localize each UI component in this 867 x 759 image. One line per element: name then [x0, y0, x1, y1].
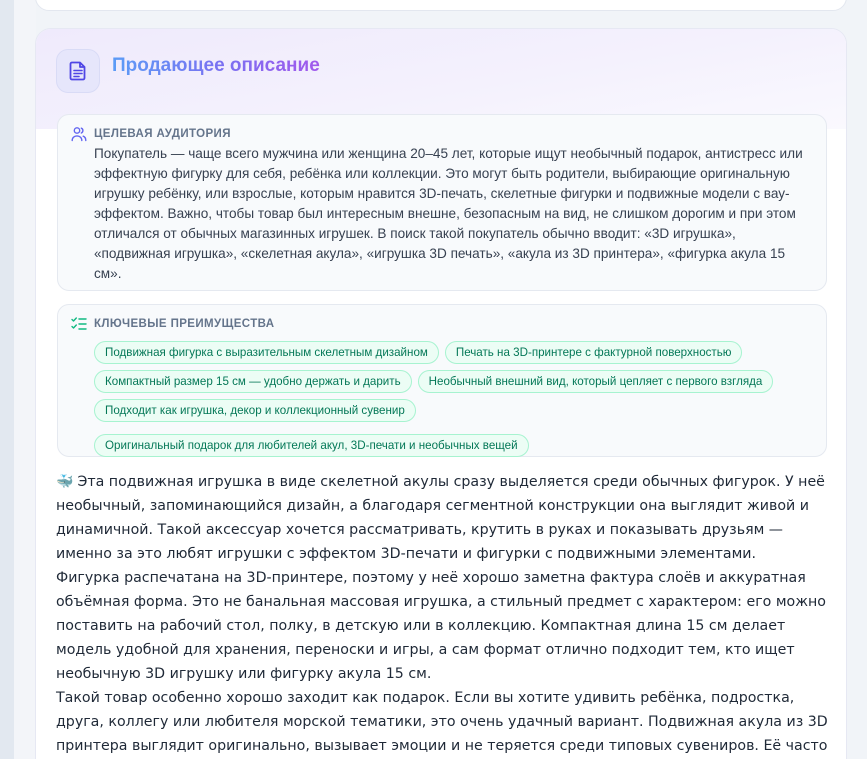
- checklist-icon: [70, 315, 88, 333]
- benefit-chip: Подвижная фигурка с выразительным скелетным дизайном: [94, 341, 439, 364]
- target-audience-box: [57, 114, 827, 291]
- benefit-chip: Необычный внешний вид, который цепляет с первого взгляда: [418, 370, 774, 393]
- section-title: Продающее описание: [112, 55, 320, 76]
- key-benefits-header: [70, 315, 274, 333]
- benefit-chip: Печать на 3D-принтере с фактурной поверхностью: [445, 341, 743, 364]
- target-audience-text: Покупатель — чаще всего мужчина или женщина 20–45 лет, которые ищут необычный подарок, антистресс или эффектную фигурку для себя, ребёнка или коллекции. Это могут быть родители, выбирающие оригинальную игрушку ребёнку, или взрослые, которым нравится 3D-печать, скелетные фигурки и подвижные модели с вау-эффектом. Важно, чтобы товар был интересным внешне, безопасным на вид, не слишком дорогим и при этом отличался от обычных магазинных игрушек. В поиск такой покупатель обычно вводит: «3D игрушка», «подвижная игрушка», «скелетная акула», «игрушка 3D печать», «акула из 3D принтера», «фигурка акула 15 см».: [94, 146, 803, 281]
- document-icon: [56, 49, 100, 93]
- selling-description-card: [35, 28, 847, 759]
- sidebar-edge: [0, 0, 14, 759]
- benefit-chip: Подходит как игрушка, декор и коллекционный сувенир: [94, 399, 416, 422]
- description-paragraph: Такой товар особенно хорошо заходит как подарок. Если вы хотите удивить ребёнка, подростка, друга, коллегу или любителя морской тематики, это очень удачный вариант. Подвижная акула из 3D принтера выглядит оригинально, вызывает эмоции и не теряется среди типовых сувениров. Её часто: [56, 690, 828, 754]
- card-header: [56, 49, 320, 93]
- description-text: [56, 470, 828, 758]
- benefit-chip: Оригинальный подарок для любителей акул, 3D-печати и необычных вещей: [94, 434, 529, 457]
- whale-emoji-icon: 🐳: [56, 474, 74, 490]
- description-paragraph: [56, 470, 828, 566]
- users-icon: [70, 125, 88, 143]
- description-paragraph: Фигурка распечатана на 3D-принтере, поэтому у неё хорошо заметна фактура слоёв и аккуратная объёмная форма. Это не банальная массовая игрушка, а стильный предмет с характером: его можно поставить на рабочий стол, полку, в детскую или в коллекцию. Компактная длина 15 см делает модель удобной для хранения, переноски и игры, а сам формат отлично подходит тем, кто ищет необычную 3D игрушку или фигурку акула 15 см.: [56, 570, 826, 682]
- key-benefits-box: [57, 304, 827, 457]
- description-paragraph-text: Эта подвижная игрушка в виде скелетной акулы сразу выделяется среди обычных фигурок. У неё необычный, запоминающийся дизайн, а благодаря сегментной конструкции она выглядит живой и динамичной. Такой аксессуар хочется рассматривать, крутить в руках и показывать друзьям — именно за это любят игрушки с эффектом 3D-печати и фигурки с подвижными элементами.: [56, 474, 825, 562]
- target-audience-label: ЦЕЛЕВАЯ АУДИТОРИЯ: [94, 128, 231, 140]
- benefit-chips: [94, 341, 814, 457]
- benefit-chip: Компактный размер 15 см — удобно держать и дарить: [94, 370, 412, 393]
- page-gutter: [14, 0, 36, 759]
- target-audience-header: [70, 125, 231, 143]
- key-benefits-label: КЛЮЧЕВЫЕ ПРЕИМУЩЕСТВА: [94, 318, 275, 330]
- previous-card: [35, 0, 847, 11]
